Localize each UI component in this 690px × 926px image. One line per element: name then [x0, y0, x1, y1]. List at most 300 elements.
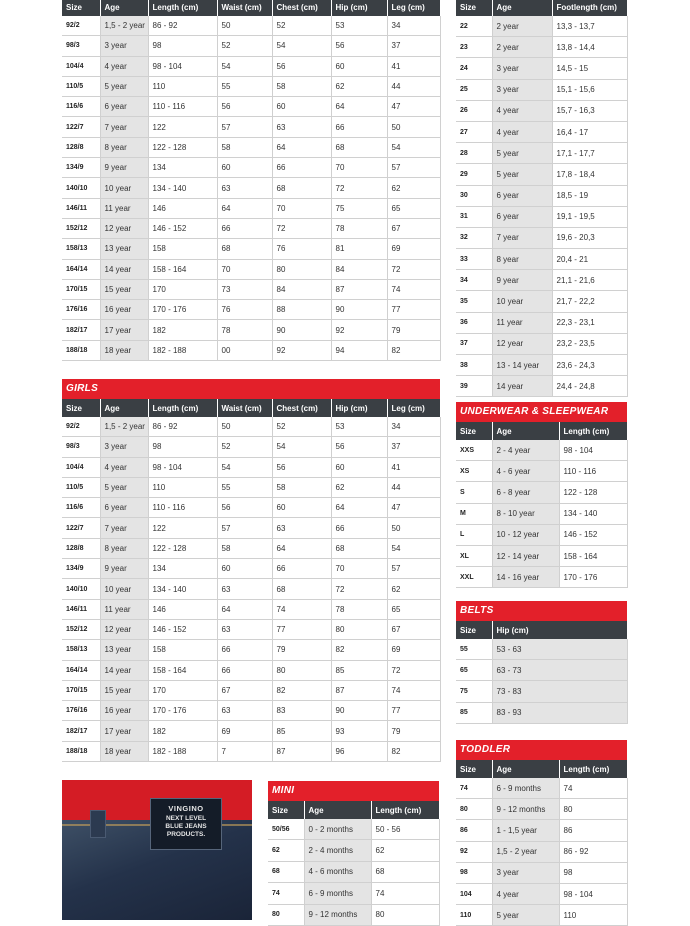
column-header: Size [456, 760, 492, 778]
table-header-row [456, 621, 627, 639]
table-row [62, 701, 440, 721]
table-row [456, 164, 627, 185]
table-cell: 7 year [492, 227, 552, 248]
table-cell: 152/12 [62, 218, 100, 238]
table-cell: 34 [456, 270, 492, 291]
table-cell: 0 - 2 months [304, 819, 371, 840]
table-cell: 39 [456, 376, 492, 397]
table-cell: 24,4 - 24,8 [552, 376, 627, 397]
table-cell: 74 [387, 680, 440, 700]
table-cell: 79 [272, 640, 331, 660]
column-header: Size [456, 621, 492, 639]
table-cell: 2 - 4 months [304, 840, 371, 861]
table-cell: 20,4 - 21 [552, 249, 627, 270]
table-cell: 98 [456, 862, 492, 883]
table-cell: 60 [331, 56, 387, 76]
table-header-row [456, 0, 627, 16]
column-header: Age [100, 399, 148, 417]
table-cell: 110/5 [62, 76, 100, 96]
table-cell: 68 [331, 137, 387, 157]
table-row [456, 524, 627, 545]
table-row [456, 681, 627, 702]
table-cell: 4 year [492, 121, 552, 142]
table-cell: 8 year [100, 538, 148, 558]
table-cell: 60 [272, 498, 331, 518]
table-cell: 122 - 128 [148, 538, 217, 558]
girls-banner: GIRLS [62, 379, 440, 399]
column-header: Size [456, 422, 492, 440]
table-cell: 182 - 188 [148, 340, 217, 360]
table-cell: 74 [387, 279, 440, 299]
table-cell: 5 year [492, 143, 552, 164]
table-cell: 134 [148, 559, 217, 579]
table-row [456, 702, 627, 723]
table-cell: 67 [217, 680, 272, 700]
table-cell: 60 [217, 559, 272, 579]
table-cell: 64 [217, 599, 272, 619]
table-row [62, 457, 440, 477]
table-cell: 158/13 [62, 239, 100, 259]
table-cell: 7 year [100, 117, 148, 137]
table-cell: 52 [272, 417, 331, 437]
column-header: Hip (cm) [492, 621, 627, 639]
table-row [456, 376, 627, 397]
table-row [456, 143, 627, 164]
table-cell: 54 [387, 538, 440, 558]
table-header-row [62, 0, 440, 16]
table-cell: 55 [217, 76, 272, 96]
table-cell: 56 [331, 437, 387, 457]
table-cell: 158 [148, 640, 217, 660]
table-cell: 74 [371, 883, 439, 904]
table-cell: 170 [148, 279, 217, 299]
table-cell: 50 - 56 [371, 819, 439, 840]
table-row [62, 239, 440, 259]
table-cell: 58 [272, 477, 331, 497]
column-header: Size [456, 0, 492, 16]
table-cell: 4 - 6 year [492, 461, 559, 482]
table-cell: 75 [456, 681, 492, 702]
table-cell: 104/4 [62, 56, 100, 76]
table-row [62, 198, 440, 218]
table-cell: 60 [272, 97, 331, 117]
table-cell: 53 [331, 417, 387, 437]
table-row [456, 79, 627, 100]
table-cell: 15,7 - 16,3 [552, 100, 627, 121]
table-cell: 92/2 [62, 16, 100, 36]
table-cell: 70 [272, 198, 331, 218]
table-cell: 13 - 14 year [492, 355, 552, 376]
table-row [456, 58, 627, 79]
table-row [456, 905, 627, 926]
table-cell: 73 [217, 279, 272, 299]
table-cell: 44 [387, 477, 440, 497]
table-cell: 182 [148, 721, 217, 741]
boys-size-table [62, 0, 441, 361]
table-cell: 65 [456, 660, 492, 681]
table-cell: 2 - 4 year [492, 440, 559, 461]
table-cell: 56 [331, 36, 387, 56]
table-cell: 55 [217, 477, 272, 497]
table-cell: 98 - 104 [148, 56, 217, 76]
table-cell: 28 [456, 143, 492, 164]
table-row [62, 579, 440, 599]
table-cell: 32 [456, 227, 492, 248]
table-cell: 00 [217, 340, 272, 360]
table-cell: 33 [456, 249, 492, 270]
table-row [62, 721, 440, 741]
table-cell: 37 [387, 437, 440, 457]
table-cell: 64 [272, 538, 331, 558]
column-header: Waist (cm) [217, 399, 272, 417]
table-cell: 90 [272, 320, 331, 340]
underwear-sleepwear-banner: UNDERWEAR & SLEEPWEAR [456, 402, 627, 422]
table-cell: 188/18 [62, 741, 100, 761]
table-cell: 92 [456, 841, 492, 862]
table-cell: 110 - 116 [559, 461, 627, 482]
table-row [456, 799, 627, 820]
table-cell: 87 [272, 741, 331, 761]
table-cell: 86 - 92 [148, 16, 217, 36]
table-cell: 18 year [100, 340, 148, 360]
table-cell: 72 [272, 218, 331, 238]
table-cell: 78 [217, 320, 272, 340]
table-cell: 18,5 - 19 [552, 185, 627, 206]
table-cell: 73 - 83 [492, 681, 627, 702]
table-cell: 74 [268, 883, 304, 904]
table-cell: 12 - 14 year [492, 545, 559, 566]
column-header: Hip (cm) [331, 399, 387, 417]
table-cell: 30 [456, 185, 492, 206]
table-row [62, 320, 440, 340]
table-cell: 146 - 152 [148, 619, 217, 639]
table-cell: 56 [272, 56, 331, 76]
table-cell: 7 year [100, 518, 148, 538]
table-cell: 122 [148, 117, 217, 137]
table-cell: 78 [331, 599, 387, 619]
table-cell: 170/15 [62, 680, 100, 700]
table-cell: 54 [272, 437, 331, 457]
table-cell: 85 [331, 660, 387, 680]
table-cell: 67 [387, 619, 440, 639]
table-cell: 158 [148, 239, 217, 259]
table-cell: 79 [387, 320, 440, 340]
table-cell: 54 [272, 36, 331, 56]
brand-name: VINGINO [168, 804, 204, 813]
table-cell: 60 [331, 457, 387, 477]
table-cell: 69 [387, 640, 440, 660]
table-cell: 146/11 [62, 599, 100, 619]
table-cell: 66 [331, 117, 387, 137]
table-cell: 90 [331, 300, 387, 320]
table-cell: 16 year [100, 701, 148, 721]
column-header: Age [492, 0, 552, 16]
table-cell: 122 - 128 [559, 482, 627, 503]
table-row [62, 741, 440, 761]
table-cell: 134 - 140 [148, 579, 217, 599]
table-cell: XXL [456, 567, 492, 588]
table-cell: 17 year [100, 320, 148, 340]
table-cell: 44 [387, 76, 440, 96]
table-row [456, 37, 627, 58]
table-row [62, 117, 440, 137]
column-header: Length (cm) [148, 399, 217, 417]
column-header: Age [100, 0, 148, 16]
table-cell: 146 - 152 [559, 524, 627, 545]
table-cell: 83 [272, 701, 331, 721]
table-cell: 17,1 - 17,7 [552, 143, 627, 164]
table-row [62, 538, 440, 558]
belt-loop [90, 810, 106, 838]
table-cell: 69 [387, 239, 440, 259]
table-cell: 80 [371, 904, 439, 925]
table-cell: 63 [272, 518, 331, 538]
table-row [456, 100, 627, 121]
table-cell: 98/3 [62, 437, 100, 457]
table-header-row [268, 801, 439, 819]
table-cell: 60 [217, 158, 272, 178]
table-cell: 5 year [492, 905, 559, 926]
column-header: Hip (cm) [331, 0, 387, 16]
table-row [62, 680, 440, 700]
table-cell: 182 [148, 320, 217, 340]
table-cell: 86 [456, 820, 492, 841]
table-row [62, 76, 440, 96]
table-cell: 98 - 104 [148, 457, 217, 477]
table-cell: 13 year [100, 239, 148, 259]
table-cell: 92 [331, 320, 387, 340]
belts-size-table [456, 621, 628, 724]
brand-patch [150, 798, 222, 850]
table-cell: 6 - 9 months [304, 883, 371, 904]
table-row [456, 16, 627, 37]
table-cell: 63 [272, 117, 331, 137]
table-row [456, 503, 627, 524]
table-cell: 15 year [100, 680, 148, 700]
table-row [268, 904, 439, 925]
table-cell: L [456, 524, 492, 545]
table-cell: 170 - 176 [148, 701, 217, 721]
table-cell: 24 [456, 58, 492, 79]
table-cell: 4 year [100, 56, 148, 76]
table-cell: 66 [217, 218, 272, 238]
table-row [456, 545, 627, 566]
table-cell: 57 [387, 559, 440, 579]
table-cell: 37 [387, 36, 440, 56]
table-cell: 122/7 [62, 117, 100, 137]
table-cell: 14 year [492, 376, 552, 397]
table-row [62, 599, 440, 619]
table-cell: 2 year [492, 37, 552, 58]
table-cell: 10 year [492, 291, 552, 312]
table-cell: 110 [456, 905, 492, 926]
table-cell: 62 [371, 840, 439, 861]
table-cell: 98/3 [62, 36, 100, 56]
table-cell: 56 [217, 97, 272, 117]
table-cell: 158 - 164 [148, 660, 217, 680]
table-cell: 86 - 92 [559, 841, 627, 862]
table-cell: 3 year [492, 58, 552, 79]
table-cell: 77 [387, 701, 440, 721]
table-row [268, 883, 439, 904]
table-row [62, 417, 440, 437]
table-cell: 122 [148, 518, 217, 538]
table-cell: M [456, 503, 492, 524]
table-row [62, 36, 440, 56]
table-cell: 34 [387, 16, 440, 36]
footlength-size-table [456, 0, 628, 397]
table-cell: 62 [268, 840, 304, 861]
table-cell: 67 [387, 218, 440, 238]
table-cell: 12 year [100, 619, 148, 639]
table-row [456, 820, 627, 841]
table-cell: 6 - 8 year [492, 482, 559, 503]
table-cell: 86 - 92 [148, 417, 217, 437]
column-header: Age [492, 422, 559, 440]
table-cell: 38 [456, 355, 492, 376]
table-cell: 64 [331, 498, 387, 518]
table-cell: 65 [387, 198, 440, 218]
table-row [62, 477, 440, 497]
table-cell: 3 year [492, 862, 559, 883]
table-cell: 11 year [100, 198, 148, 218]
table-cell: 72 [387, 259, 440, 279]
table-cell: 52 [217, 437, 272, 457]
table-cell: 170 - 176 [148, 300, 217, 320]
table-cell: XXS [456, 440, 492, 461]
table-cell: 4 year [492, 100, 552, 121]
table-cell: XL [456, 545, 492, 566]
table-cell: 47 [387, 97, 440, 117]
table-cell: 14 - 16 year [492, 567, 559, 588]
table-cell: 62 [331, 76, 387, 96]
table-cell: 68 [371, 861, 439, 882]
table-cell: 22,3 - 23,1 [552, 312, 627, 333]
table-row [62, 158, 440, 178]
table-cell: 122/7 [62, 518, 100, 538]
table-row [456, 862, 627, 883]
table-cell: 82 [272, 680, 331, 700]
table-cell: 13,8 - 14,4 [552, 37, 627, 58]
table-cell: 50/56 [268, 819, 304, 840]
table-cell: 21,1 - 21,6 [552, 270, 627, 291]
table-cell: 8 year [492, 249, 552, 270]
table-cell: 98 [148, 437, 217, 457]
table-cell: 104 [456, 883, 492, 904]
column-header: Chest (cm) [272, 399, 331, 417]
table-cell: 116/6 [62, 498, 100, 518]
table-row [62, 660, 440, 680]
table-row [456, 482, 627, 503]
table-cell: 110 - 116 [148, 498, 217, 518]
table-cell: 116/6 [62, 97, 100, 117]
table-cell: 98 - 104 [559, 440, 627, 461]
table-cell: 56 [217, 498, 272, 518]
table-cell: 80 [272, 259, 331, 279]
table-cell: 12 year [100, 218, 148, 238]
table-cell: 182/17 [62, 721, 100, 741]
table-cell: 27 [456, 121, 492, 142]
table-cell: 176/16 [62, 701, 100, 721]
table-cell: 62 [387, 178, 440, 198]
table-cell: 84 [331, 259, 387, 279]
table-cell: 5 year [492, 164, 552, 185]
table-cell: 3 year [492, 79, 552, 100]
table-cell: 6 year [492, 185, 552, 206]
table-cell: 18 year [100, 741, 148, 761]
patch-line-2: BLUE JEANS [165, 823, 207, 830]
table-cell: 70 [331, 158, 387, 178]
table-cell: 50 [387, 117, 440, 137]
table-cell: 57 [217, 518, 272, 538]
table-cell: 9 year [100, 158, 148, 178]
table-cell: 72 [331, 178, 387, 198]
table-row [268, 840, 439, 861]
table-cell: 68 [272, 579, 331, 599]
table-row [456, 227, 627, 248]
table-row [268, 861, 439, 882]
table-cell: 82 [387, 741, 440, 761]
column-header: Length (cm) [148, 0, 217, 16]
table-cell: 82 [387, 340, 440, 360]
table-cell: 82 [331, 640, 387, 660]
table-cell: 6 year [492, 206, 552, 227]
table-cell: 134 - 140 [148, 178, 217, 198]
table-cell: 146 [148, 599, 217, 619]
table-cell: 66 [272, 559, 331, 579]
table-row [456, 440, 627, 461]
table-row [456, 883, 627, 904]
table-cell: 134/9 [62, 559, 100, 579]
table-cell: 65 [387, 599, 440, 619]
table-cell: 182 - 188 [148, 741, 217, 761]
table-cell: 140/10 [62, 178, 100, 198]
column-header: Waist (cm) [217, 0, 272, 16]
table-cell: 68 [272, 178, 331, 198]
column-header: Age [492, 760, 559, 778]
table-cell: 52 [272, 16, 331, 36]
column-header: Size [62, 399, 100, 417]
table-cell: 10 - 12 year [492, 524, 559, 545]
table-row [62, 178, 440, 198]
table-cell: 77 [272, 619, 331, 639]
table-cell: 85 [272, 721, 331, 741]
mini-size-table [268, 801, 440, 926]
table-cell: 75 [331, 198, 387, 218]
table-cell: 15,1 - 15,6 [552, 79, 627, 100]
table-cell: 56 [272, 457, 331, 477]
table-cell: 152/12 [62, 619, 100, 639]
table-cell: 176/16 [62, 300, 100, 320]
table-cell: 23 [456, 37, 492, 58]
table-cell: 92/2 [62, 417, 100, 437]
table-cell: 58 [272, 76, 331, 96]
table-cell: 58 [217, 137, 272, 157]
table-cell: 17 year [100, 721, 148, 741]
table-cell: 140/10 [62, 579, 100, 599]
table-cell: 25 [456, 79, 492, 100]
table-cell: 63 [217, 178, 272, 198]
table-cell: 158 - 164 [559, 545, 627, 566]
product-photo-jeans [62, 780, 252, 920]
table-cell: 9 year [100, 559, 148, 579]
belts-banner: BELTS [456, 601, 627, 621]
table-row [62, 340, 440, 360]
table-cell: 12 year [492, 333, 552, 354]
table-cell: 68 [217, 239, 272, 259]
table-cell: 74 [456, 778, 492, 799]
table-cell: 110 [559, 905, 627, 926]
